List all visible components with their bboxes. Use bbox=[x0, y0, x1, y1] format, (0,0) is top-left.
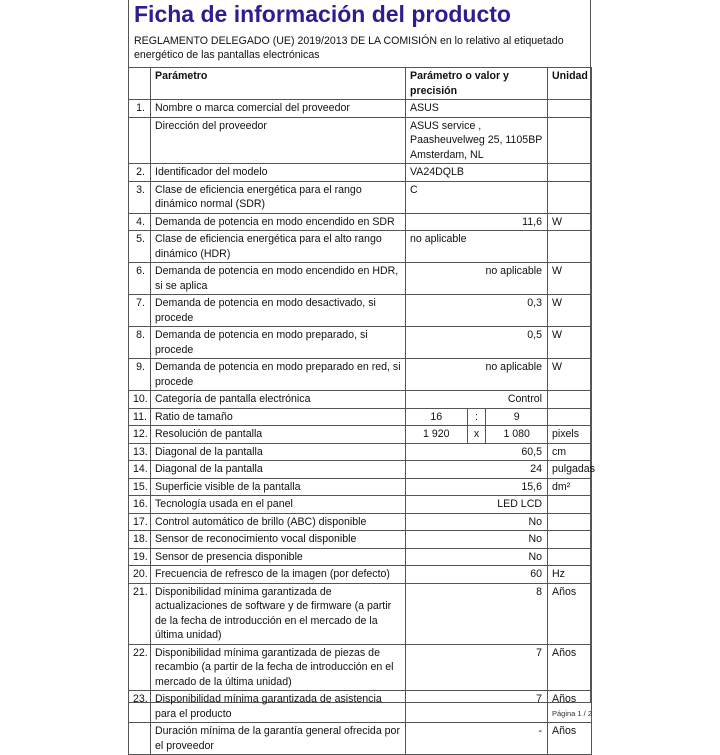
row-number: 1. bbox=[129, 100, 151, 118]
row-value: Control bbox=[406, 391, 548, 409]
table-row bbox=[129, 496, 592, 514]
row-parameter: Categoría de pantalla electrónica bbox=[151, 391, 406, 409]
row-value: ASUS service , Paasheuvelweg 25, 1105BP Amsterdam, NL bbox=[406, 117, 548, 164]
value-b: 9 bbox=[513, 410, 520, 423]
row-parameter: Nombre o marca comercial del proveedor bbox=[151, 100, 406, 118]
table-row bbox=[129, 644, 592, 691]
value-separator: : bbox=[467, 409, 486, 426]
table-row bbox=[129, 691, 592, 723]
row-value: no aplicable bbox=[406, 231, 548, 263]
row-value: no aplicable bbox=[406, 359, 548, 391]
table-row bbox=[129, 723, 592, 755]
row-value-split bbox=[406, 426, 548, 444]
row-number: 13. bbox=[129, 443, 151, 461]
row-parameter: Disponibilidad mínima garantizada de asistencia para el producto bbox=[151, 691, 406, 723]
table-row bbox=[129, 583, 592, 644]
row-parameter: Demanda de potencia en modo encendido en SDR bbox=[151, 213, 406, 231]
row-unit bbox=[548, 496, 592, 514]
page-number: Página 1 / 2 bbox=[551, 709, 592, 718]
header-unit: Unidad bbox=[548, 68, 592, 100]
table-row bbox=[129, 513, 592, 531]
row-value: - bbox=[406, 723, 548, 755]
row-unit: W bbox=[548, 263, 592, 295]
table-row bbox=[129, 443, 592, 461]
row-value: 24 bbox=[406, 461, 548, 479]
row-unit bbox=[548, 408, 592, 426]
table-row bbox=[129, 117, 592, 164]
row-parameter: Clase de eficiencia energética para el rango dinámico normal (SDR) bbox=[151, 181, 406, 213]
row-number: 10. bbox=[129, 391, 151, 409]
row-parameter: Disponibilidad mínima garantizada de actualizaciones de software y de firmware (a partir de la fecha de introducción en el mercado de la última unidad) bbox=[151, 583, 406, 644]
row-parameter: Demanda de potencia en modo preparado en red, si procede bbox=[151, 359, 406, 391]
row-number bbox=[129, 723, 151, 755]
row-number: 2. bbox=[129, 164, 151, 182]
row-value: C bbox=[406, 181, 548, 213]
row-unit bbox=[548, 181, 592, 213]
row-unit bbox=[548, 100, 592, 118]
row-unit bbox=[548, 391, 592, 409]
product-info-table bbox=[128, 67, 596, 755]
row-parameter: Superficie visible de la pantalla bbox=[151, 478, 406, 496]
row-unit: W bbox=[548, 213, 592, 231]
row-value: 7 bbox=[406, 691, 548, 723]
row-parameter: Clase de eficiencia energética para el alto rango dinámico (HDR) bbox=[151, 231, 406, 263]
header-num bbox=[129, 68, 151, 100]
row-value: No bbox=[406, 531, 548, 549]
value-b: 1 080 bbox=[503, 428, 530, 440]
row-value: 8 bbox=[406, 583, 548, 644]
table-row bbox=[129, 548, 592, 566]
row-unit bbox=[548, 231, 592, 263]
row-number: 3. bbox=[129, 181, 151, 213]
row-parameter: Identificador del modelo bbox=[151, 164, 406, 182]
row-parameter: Disponibilidad mínima garantizada de piezas de recambio (a partir de la fecha de introducción en el mercado de la última unidad) bbox=[151, 644, 406, 691]
row-parameter: Ratio de tamaño bbox=[151, 408, 406, 426]
row-parameter: Demanda de potencia en modo encendido en HDR, si se aplica bbox=[151, 263, 406, 295]
row-unit: W bbox=[548, 295, 592, 327]
row-number: 14. bbox=[129, 461, 151, 479]
row-parameter: Sensor de presencia disponible bbox=[151, 548, 406, 566]
row-parameter: Resolución de pantalla bbox=[151, 426, 406, 444]
row-unit bbox=[548, 164, 592, 182]
row-value: 0,5 bbox=[406, 327, 548, 359]
row-value: No bbox=[406, 513, 548, 531]
row-value: 60 bbox=[406, 566, 548, 584]
header-parameter: Parámetro bbox=[151, 68, 406, 100]
row-unit: pulgadas bbox=[548, 461, 592, 479]
row-number: 18. bbox=[129, 531, 151, 549]
row-unit bbox=[548, 548, 592, 566]
row-value: No bbox=[406, 548, 548, 566]
row-unit: Años bbox=[548, 691, 592, 723]
row-number: 8. bbox=[129, 327, 151, 359]
row-number: 9. bbox=[129, 359, 151, 391]
row-value: LED LCD bbox=[406, 496, 548, 514]
table-row bbox=[129, 359, 592, 391]
row-parameter: Tecnología usada en el panel bbox=[151, 496, 406, 514]
row-unit: cm bbox=[548, 443, 592, 461]
row-value: 15,6 bbox=[406, 478, 548, 496]
table-row bbox=[129, 531, 592, 549]
row-parameter: Sensor de reconocimiento vocal disponible bbox=[151, 531, 406, 549]
table-row bbox=[129, 231, 592, 263]
table-header-row bbox=[129, 68, 592, 100]
row-unit bbox=[548, 513, 592, 531]
row-number: 11. bbox=[129, 408, 151, 426]
table-row bbox=[129, 391, 592, 409]
table-row bbox=[129, 164, 592, 182]
header-value: Parámetro o valor y precisión bbox=[406, 68, 548, 100]
row-unit bbox=[548, 117, 592, 164]
row-value: 11,6 bbox=[406, 213, 548, 231]
row-value: 0,3 bbox=[406, 295, 548, 327]
row-unit: Años bbox=[548, 644, 592, 691]
table-row bbox=[129, 461, 592, 479]
row-value: 7 bbox=[406, 644, 548, 691]
row-number: 23. bbox=[129, 691, 151, 723]
row-unit: Años bbox=[548, 723, 592, 755]
row-unit: pixels bbox=[548, 426, 592, 444]
row-number: 6. bbox=[129, 263, 151, 295]
row-parameter: Control automático de brillo (ABC) disponible bbox=[151, 513, 406, 531]
row-number: 16. bbox=[129, 496, 151, 514]
row-number: 19. bbox=[129, 548, 151, 566]
table-row-ratio bbox=[129, 408, 592, 426]
row-number: 4. bbox=[129, 213, 151, 231]
row-number: 15. bbox=[129, 478, 151, 496]
row-value: 60,5 bbox=[406, 443, 548, 461]
table-row-resolution bbox=[129, 426, 592, 444]
row-parameter: Demanda de potencia en modo desactivado, si procede bbox=[151, 295, 406, 327]
row-parameter: Frecuencia de refresco de la imagen (por defecto) bbox=[151, 566, 406, 584]
row-number: 22. bbox=[129, 644, 151, 691]
value-a: 1 920 bbox=[423, 428, 450, 440]
row-unit: W bbox=[548, 327, 592, 359]
row-unit: dm² bbox=[548, 478, 592, 496]
row-value: VA24DQLB bbox=[406, 164, 548, 182]
row-value: no aplicable bbox=[406, 263, 548, 295]
table-row bbox=[129, 181, 592, 213]
page-title: Ficha de información del producto bbox=[134, 1, 511, 27]
row-number: 7. bbox=[129, 295, 151, 327]
row-number: 5. bbox=[129, 231, 151, 263]
row-parameter: Diagonal de la pantalla bbox=[151, 443, 406, 461]
row-unit: Hz bbox=[548, 566, 592, 584]
table-row bbox=[129, 327, 592, 359]
value-a: 16 bbox=[430, 410, 443, 423]
row-number bbox=[129, 117, 151, 164]
row-number: 21. bbox=[129, 583, 151, 644]
row-unit bbox=[548, 531, 592, 549]
row-parameter: Duración mínima de la garantía general ofrecida por el proveedor bbox=[151, 723, 406, 755]
row-number: 12. bbox=[129, 426, 151, 444]
row-parameter: Diagonal de la pantalla bbox=[151, 461, 406, 479]
row-unit: Años bbox=[548, 583, 592, 644]
row-number: 20. bbox=[129, 566, 151, 584]
row-value-split bbox=[406, 408, 548, 426]
table-row bbox=[129, 100, 592, 118]
table-row bbox=[129, 263, 592, 295]
regulation-text: REGLAMENTO DELEGADO (UE) 2019/2013 DE LA COMISIÓN en lo relativo al etiquetado energético de las pantallas electrónicas bbox=[134, 35, 564, 61]
value-separator: x bbox=[467, 426, 486, 443]
row-unit: W bbox=[548, 359, 592, 391]
row-number: 17. bbox=[129, 513, 151, 531]
table-row bbox=[129, 566, 592, 584]
table-row bbox=[129, 478, 592, 496]
row-value: ASUS bbox=[406, 100, 548, 118]
row-parameter: Dirección del proveedor bbox=[151, 117, 406, 164]
table-row bbox=[129, 213, 592, 231]
table-row bbox=[129, 295, 592, 327]
row-parameter: Demanda de potencia en modo preparado, si procede bbox=[151, 327, 406, 359]
